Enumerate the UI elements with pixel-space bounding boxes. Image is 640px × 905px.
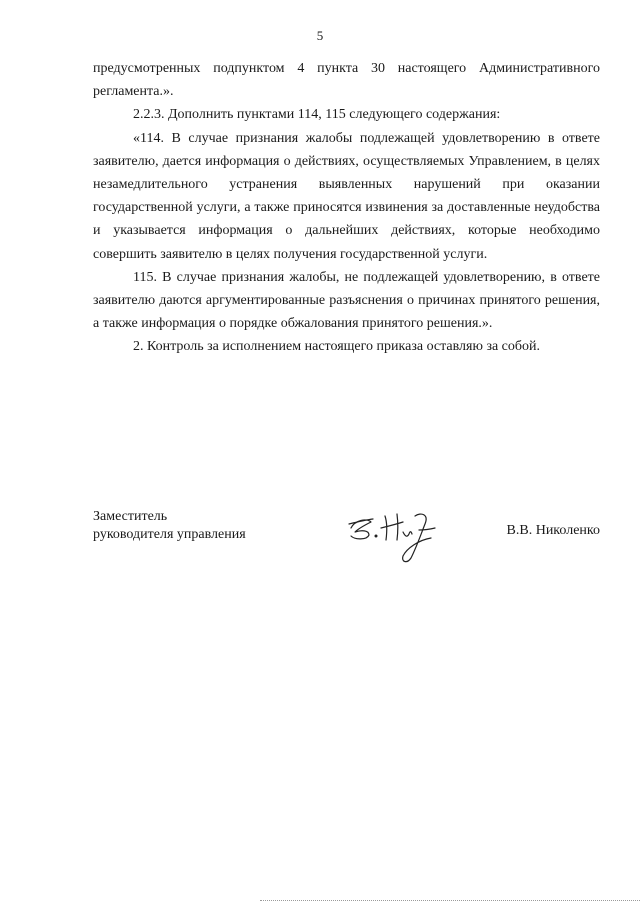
- page-number: 5: [316, 28, 324, 43]
- signatory-title-line-1: Заместитель: [93, 509, 168, 524]
- signatory-title: [93, 508, 293, 544]
- signatory-name: В.В. Николенко: [506, 523, 600, 538]
- signatory-title-line-2: руководителя управления: [93, 527, 246, 542]
- paragraph-control-clause: 2. Контроль за исполнением настоящего приказа оставляю за собой.: [133, 339, 541, 355]
- page-bottom-rule: [260, 900, 640, 901]
- paragraph-item-115: 115. В случае признания жалобы, не подлежащей удовлетворению, в ответе заявителю даются аргументированные разъяснения о причинах принятого решения, а также информация о порядке обжалования принятого решения.».: [93, 269, 600, 332]
- paragraph-amendment-intro: 2.2.3. Дополнить пунктами 114, 115 следующего содержания:: [133, 107, 501, 123]
- document-body: [93, 57, 600, 359]
- handwritten-signature-image: [345, 502, 440, 572]
- paragraph-item-114: «114. В случае признания жалобы подлежащей удовлетворению в ответе заявителю, дается информация о действиях, осуществляемых Управлением, в целях незамедлительного устранения выявленных нарушений при оказании государственной услуги, а также приносятся извинения за доставленные неудобства и указывается информация о дальнейших действиях, которые необходимо совершить заявителю в целях получения государственной услуги.: [93, 130, 600, 262]
- paragraph-continuation: предусмотренных подпунктом 4 пункта 30 настоящего Административного регламента.».: [93, 61, 600, 100]
